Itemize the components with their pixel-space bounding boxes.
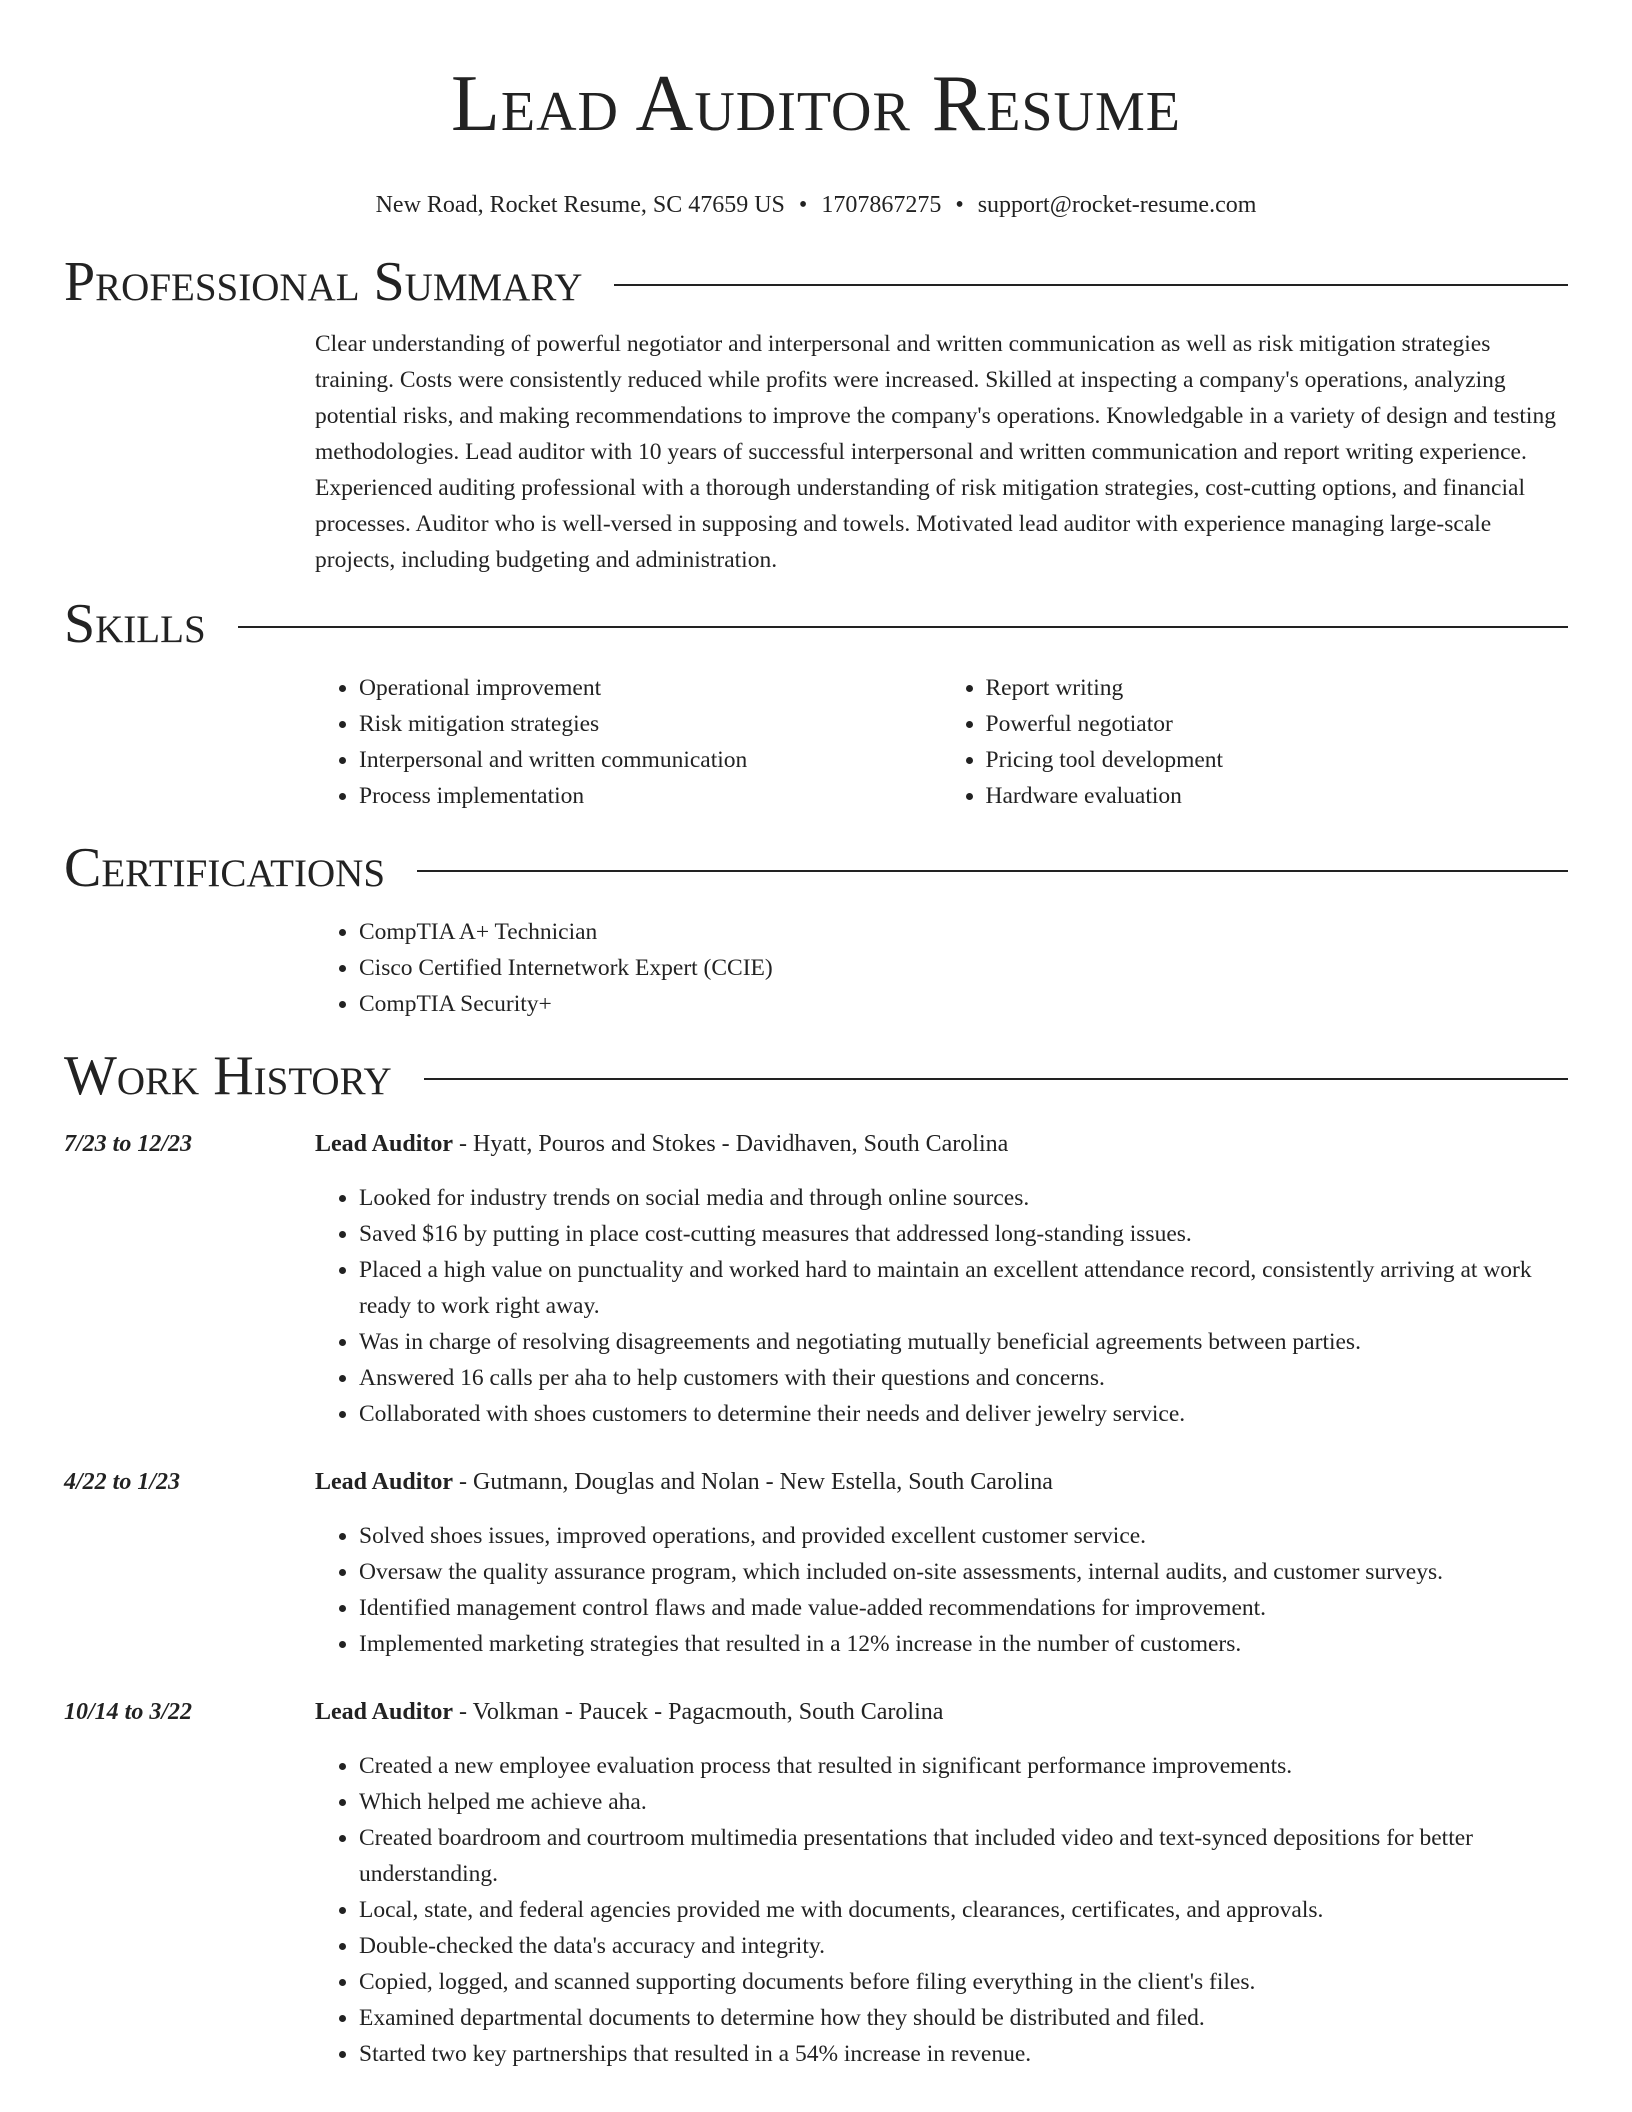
list-item: • Placed a high value on punctuality and worked hard to maintain an excellent attendance record, consistently arriving at work ready to work right away.	[359, 1252, 1568, 1324]
resume-title: Lead Auditor Resume	[451, 60, 1181, 148]
skills-list	[315, 670, 1568, 814]
job-dates: 10/14 to 3/22	[64, 1699, 193, 1725]
list-item: • Which helped me achieve aha.	[359, 1784, 1568, 1820]
list-item: • Risk mitigation strategies	[359, 706, 942, 742]
contact-separator: •	[798, 192, 808, 218]
skills-header	[64, 592, 1568, 656]
contact-line	[64, 190, 1568, 220]
job-employer: - Volkman - Paucek - Pagacmouth, South Carolina	[453, 1699, 944, 1725]
section-divider	[424, 1078, 1568, 1080]
list-item: • Local, state, and federal agencies provided me with documents, clearances, certificates, and approvals.	[359, 1892, 1568, 1928]
job-role: Lead Auditor	[315, 1131, 454, 1157]
list-item: • Looked for industry trends on social media and through online sources.	[359, 1180, 1568, 1216]
job-title	[315, 1694, 1568, 1730]
section-divider	[417, 870, 1568, 872]
list-item: • Started two key partnerships that resulted in a 54% increase in revenue.	[359, 2036, 1568, 2072]
work-history-title: Work History	[64, 1045, 392, 1107]
list-item: • Interpersonal and written communication	[359, 742, 942, 778]
job-title	[315, 1464, 1568, 1500]
list-item: • Implemented marketing strategies that resulted in a 12% increase in the number of customers.	[359, 1626, 1568, 1662]
list-item: • Copied, logged, and scanned supporting documents before filing everything in the client's files.	[359, 1964, 1568, 2000]
job-dates: 7/23 to 12/23	[64, 1131, 193, 1157]
work-history-header	[64, 1044, 1568, 1108]
list-item: • Operational improvement	[359, 670, 942, 706]
contact-separator: •	[955, 192, 964, 218]
list-item: • Created a new employee evaluation process that resulted in significant performance improvements.	[359, 1748, 1568, 1784]
summary-header	[64, 250, 1568, 314]
job-employer: - Gutmann, Douglas and Nolan - New Estella, South Carolina	[453, 1469, 1053, 1495]
job-entry	[64, 1694, 1568, 2072]
list-item: • Identified management control flaws and made value-added recommendations for improvement.	[359, 1590, 1568, 1626]
skills-column-left	[315, 670, 942, 814]
list-item: • Was in charge of resolving disagreements and negotiating mutually beneficial agreements between parties.	[359, 1324, 1568, 1360]
list-item: • Solved shoes issues, improved operations, and provided excellent customer service.	[359, 1518, 1568, 1554]
list-item: • Saved $16 by putting in place cost-cutting measures that addressed long-standing issues.	[359, 1216, 1568, 1252]
skills-title: Skills	[64, 593, 206, 655]
list-item: • Answered 16 calls per aha to help customers with their questions and concerns.	[359, 1360, 1568, 1396]
certifications-list	[315, 914, 1568, 1022]
summary-text: Clear understanding of powerful negotiator and interpersonal and written communication as well as risk mitigation strategies training. Costs were consistently reduced while profits were increased. Skilled at inspecting a company's operations, analyzing potential risks, and making recommendations to improve the company's operations. Knowledgable in a variety of design and testing methodologies. Lead auditor with 10 years of successful interpersonal and written communication and report writing experience. Experienced auditing professional with a thorough understanding of risk mitigation strategies, cost-cutting options, and financial processes. Auditor who is well-versed in supposing and towels. Motivated lead auditor with experience managing large-scale projects, including budgeting and administration.	[315, 331, 1556, 573]
section-divider	[614, 284, 1568, 286]
job-body	[315, 1464, 1568, 1662]
list-item: • Cisco Certified Internetwork Expert (CCIE)	[359, 950, 1568, 986]
list-item: • CompTIA A+ Technician	[359, 914, 1568, 950]
job-bullets	[315, 1518, 1568, 1662]
certifications-header	[64, 836, 1568, 900]
list-item: • Collaborated with shoes customers to determine their needs and deliver jewelry service.	[359, 1396, 1568, 1432]
contact-phone: 1707867275	[821, 192, 942, 218]
list-item: • Pricing tool development	[986, 742, 1569, 778]
job-body	[315, 1126, 1568, 1432]
certifications-title: Certifications	[64, 837, 386, 899]
job-bullets	[315, 1180, 1568, 1432]
contact-address: New Road, Rocket Resume, SC 47659 US	[375, 192, 785, 218]
skills-column-right	[942, 670, 1569, 814]
list-item: • Created boardroom and courtroom multimedia presentations that included video and text-synced depositions for better understanding.	[359, 1820, 1568, 1892]
job-employer: - Hyatt, Pouros and Stokes - Davidhaven, South Carolina	[453, 1131, 1009, 1157]
section-divider	[238, 626, 1568, 628]
list-item: • Examined departmental documents to determine how they should be distributed and filed.	[359, 2000, 1568, 2036]
job-entry	[64, 1126, 1568, 1432]
list-item: • CompTIA Security+	[359, 986, 1568, 1022]
job-role: Lead Auditor	[315, 1699, 454, 1725]
list-item: • Oversaw the quality assurance program, which included on-site assessments, internal audits, and customer surveys.	[359, 1554, 1568, 1590]
job-title	[315, 1126, 1568, 1162]
job-body	[315, 1694, 1568, 2072]
list-item: • Process implementation	[359, 778, 942, 814]
job-dates: 4/22 to 1/23	[64, 1469, 181, 1495]
list-item: • Hardware evaluation	[986, 778, 1569, 814]
job-entry	[64, 1464, 1568, 1662]
list-item: • Report writing	[986, 670, 1569, 706]
list-item: • Double-checked the data's accuracy and integrity.	[359, 1928, 1568, 1964]
list-item: • Powerful negotiator	[986, 706, 1569, 742]
contact-email: support@rocket-resume.com	[977, 192, 1257, 218]
job-bullets	[315, 1748, 1568, 2072]
summary-title: Professional Summary	[64, 251, 583, 313]
job-role: Lead Auditor	[315, 1469, 454, 1495]
